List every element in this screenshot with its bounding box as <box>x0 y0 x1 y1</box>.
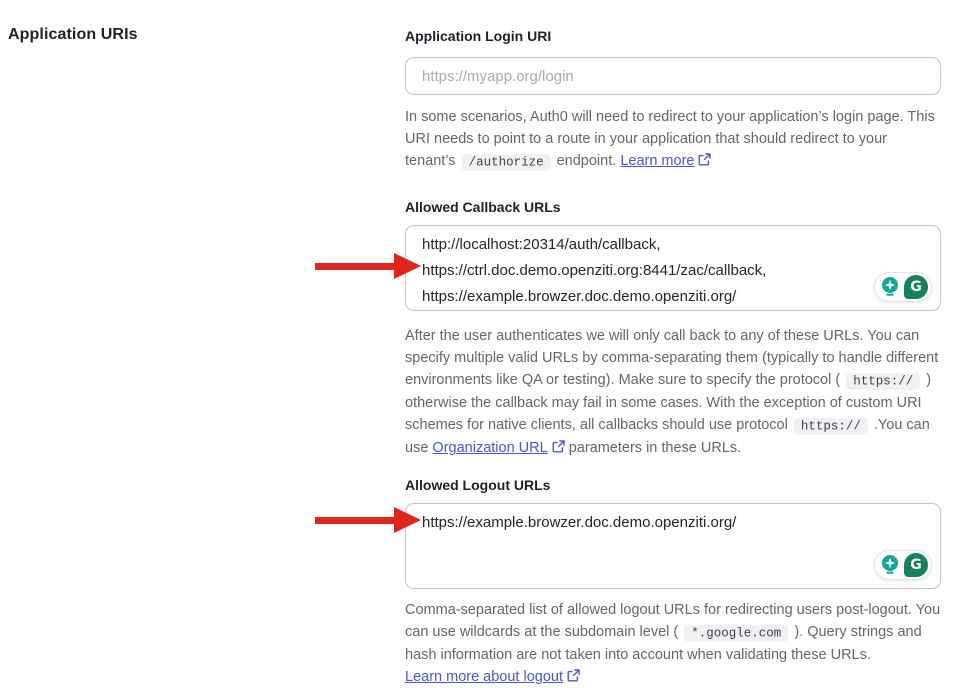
callback-url-line: https://ctrl.doc.demo.openziti.org:8441/zac/callback, <box>422 262 767 279</box>
learn-more-link[interactable]: Learn more <box>620 153 711 169</box>
logout-urls-label: Allowed Logout URLs <box>405 477 551 493</box>
callback-urls-textarea[interactable] <box>405 225 941 311</box>
section-heading-column <box>8 26 388 44</box>
arrow-tail <box>315 263 394 270</box>
help-text-segment: In some scenarios, Auth0 will need to redirect to your application’s login page. This URI needs to point to a route in your application that should redirect to your tenant’s <box>405 109 935 169</box>
wildcard-domain-chip: *.google.com <box>684 625 788 642</box>
grammarly-suggestions-icon[interactable] <box>878 275 902 299</box>
grammarly-suggestions-icon[interactable] <box>878 553 902 577</box>
logout-url-line: https://example.browzer.doc.demo.openziti.org/ <box>422 514 737 531</box>
grammarly-widget <box>874 550 932 580</box>
help-text-segment: endpoint. <box>556 153 617 169</box>
organization-url-link[interactable]: Organization URL <box>432 440 564 456</box>
grammarly-logo-icon[interactable]: G <box>904 275 928 299</box>
grammarly-widget <box>874 272 932 302</box>
login-uri-input[interactable] <box>405 57 941 95</box>
external-link-icon <box>698 153 711 166</box>
https-protocol-chip: https:// <box>794 418 868 435</box>
arrow-tail <box>315 517 394 524</box>
external-link-icon <box>552 440 565 453</box>
login-uri-label: Application Login URI <box>405 28 552 44</box>
page-title: Application URIs <box>8 26 138 43</box>
help-text-segment: ) otherwise the callback may fail in some cases. With the exception of custom URI schemes for native clients, all callbacks should use protocol <box>405 372 932 433</box>
logout-urls-textarea[interactable] <box>405 503 941 589</box>
help-text-segment: Comma-separated list of allowed logout URLs for redirecting users post-logout. You can use wildcards at the subdomain level ( <box>405 602 941 640</box>
callback-url-line: http://localhost:20314/auth/callback, <box>422 236 661 253</box>
https-protocol-chip: https:// <box>846 373 920 390</box>
learn-more-logout-link[interactable]: Learn more about logout <box>405 669 580 685</box>
help-text-segment: After the user authenticates we will only call back to any of these URLs. You can specify multiple valid URLs by comma-separating them (typically to handle different environments like QA or testing). Make sure to specify the protocol ( <box>405 328 939 388</box>
help-text-segment: parameters in these URLs. <box>568 440 742 456</box>
external-link-icon <box>567 669 580 682</box>
help-text-segment: ). Query strings and hash information are not taken into account when validating these URLs. <box>405 624 922 663</box>
logout-urls-help-text <box>405 599 941 688</box>
callback-urls-help-text <box>405 325 941 459</box>
callback-url-line: https://example.browzer.doc.demo.openziti.org/ <box>422 288 737 305</box>
login-uri-help-text <box>405 106 941 173</box>
help-text-segment: .You can use <box>405 417 930 456</box>
form-column <box>405 28 941 688</box>
authorize-endpoint-chip: /authorize <box>462 154 551 171</box>
grammarly-logo-icon[interactable]: G <box>904 553 928 577</box>
callback-urls-label: Allowed Callback URLs <box>405 199 561 215</box>
